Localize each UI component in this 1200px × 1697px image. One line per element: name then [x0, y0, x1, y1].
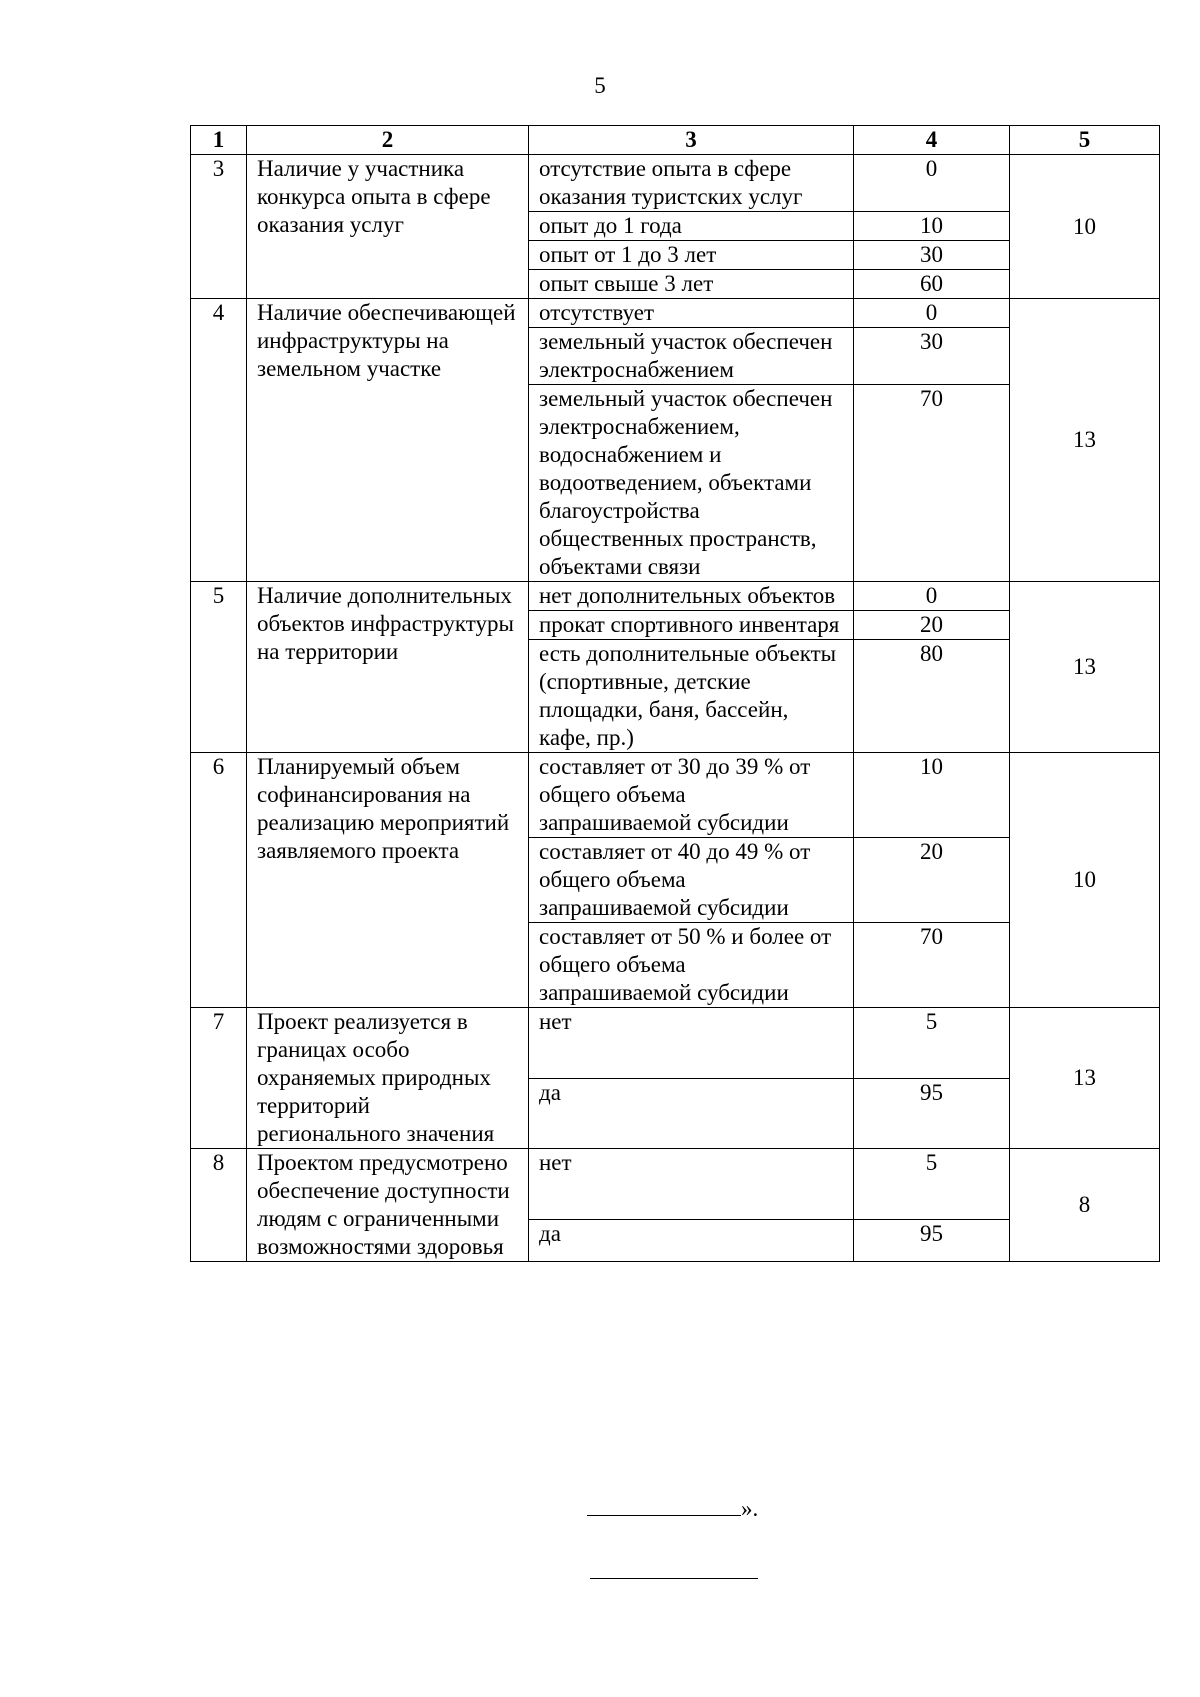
option-text: да: [529, 1220, 854, 1262]
criterion-weight: 13: [1010, 1008, 1160, 1149]
closing-quote-line: [587, 1493, 758, 1523]
closing-mark: ».: [741, 1496, 759, 1521]
criterion-name: Планируемый объем софинансирования на реализацию мероприятий заявляемого проекта: [247, 753, 529, 1008]
option-score: 0: [854, 582, 1010, 611]
option-score: 10: [854, 753, 1010, 838]
option-text: опыт до 1 года: [529, 212, 854, 241]
header-col-2: 2: [247, 126, 529, 155]
option-score: 95: [854, 1079, 1010, 1149]
option-text: отсутствует: [529, 299, 854, 328]
criterion-name: Проект реализуется в границах особо охраняемых природных территорий регионального значения: [247, 1008, 529, 1149]
option-score: 80: [854, 640, 1010, 753]
option-score: 60: [854, 270, 1010, 299]
table-row: [191, 1149, 1160, 1220]
option-score: 0: [854, 155, 1010, 212]
option-score: 70: [854, 923, 1010, 1008]
option-score: 95: [854, 1220, 1010, 1262]
criterion-number: 5: [191, 582, 247, 753]
criterion-name: Проектом предусмотрено обеспечение доступности людям с ограниченными возможностями здоровья: [247, 1149, 529, 1262]
option-text: опыт свыше 3 лет: [529, 270, 854, 299]
criterion-name: Наличие дополнительных объектов инфраструктуры на территории: [247, 582, 529, 753]
criterion-number: 8: [191, 1149, 247, 1262]
option-text: земельный участок обеспечен электроснабжением: [529, 328, 854, 385]
option-score: 30: [854, 328, 1010, 385]
criterion-name: Наличие у участника конкурса опыта в сфере оказания услуг: [247, 155, 529, 299]
option-score: 10: [854, 212, 1010, 241]
criterion-number: 4: [191, 299, 247, 582]
criteria-table: [190, 125, 1160, 1262]
table-row: [191, 299, 1160, 328]
option-text: составляет от 40 до 49 % от общего объема запрашиваемой субсидии: [529, 838, 854, 923]
option-text: нет дополнительных объектов: [529, 582, 854, 611]
table-row: [191, 1008, 1160, 1079]
option-text: земельный участок обеспечен электроснабжением, водоснабжением и водоотведением, объектами благоустройства общественных пространств, объектами связи: [529, 385, 854, 582]
option-score: 70: [854, 385, 1010, 582]
option-score: 5: [854, 1149, 1010, 1220]
option-score: 30: [854, 241, 1010, 270]
option-score: 5: [854, 1008, 1010, 1079]
table-row: [191, 582, 1160, 611]
criterion-weight: 10: [1010, 155, 1160, 299]
criterion-weight: 8: [1010, 1149, 1160, 1262]
header-col-4: 4: [854, 126, 1010, 155]
header-col-1: 1: [191, 126, 247, 155]
option-text: нет: [529, 1149, 854, 1220]
option-text: опыт от 1 до 3 лет: [529, 241, 854, 270]
table-row: [191, 155, 1160, 212]
criterion-weight: 13: [1010, 582, 1160, 753]
option-score: 0: [854, 299, 1010, 328]
option-text: составляет от 30 до 39 % от общего объема запрашиваемой субсидии: [529, 753, 854, 838]
criterion-weight: 13: [1010, 299, 1160, 582]
criterion-number: 7: [191, 1008, 247, 1149]
header-col-5: 5: [1010, 126, 1160, 155]
option-score: 20: [854, 611, 1010, 640]
end-separator-line: [590, 1578, 758, 1579]
option-score: 20: [854, 838, 1010, 923]
header-row: [191, 126, 1160, 155]
blank-line: [587, 1493, 741, 1516]
option-text: составляет от 50 % и более от общего объема запрашиваемой субсидии: [529, 923, 854, 1008]
criterion-name: Наличие обеспечивающей инфраструктуры на земельном участке: [247, 299, 529, 582]
criterion-weight: 10: [1010, 753, 1160, 1008]
page-number: 5: [594, 73, 606, 98]
option-text: да: [529, 1079, 854, 1149]
table-row: [191, 753, 1160, 838]
criterion-number: 3: [191, 155, 247, 299]
option-text: отсутствие опыта в сфере оказания туристских услуг: [529, 155, 854, 212]
option-text: есть дополнительные объекты (спортивные, детские площадки, баня, бассейн, кафе, пр.): [529, 640, 854, 753]
criterion-number: 6: [191, 753, 247, 1008]
header-col-3: 3: [529, 126, 854, 155]
option-text: нет: [529, 1008, 854, 1079]
option-text: прокат спортивного инвентаря: [529, 611, 854, 640]
